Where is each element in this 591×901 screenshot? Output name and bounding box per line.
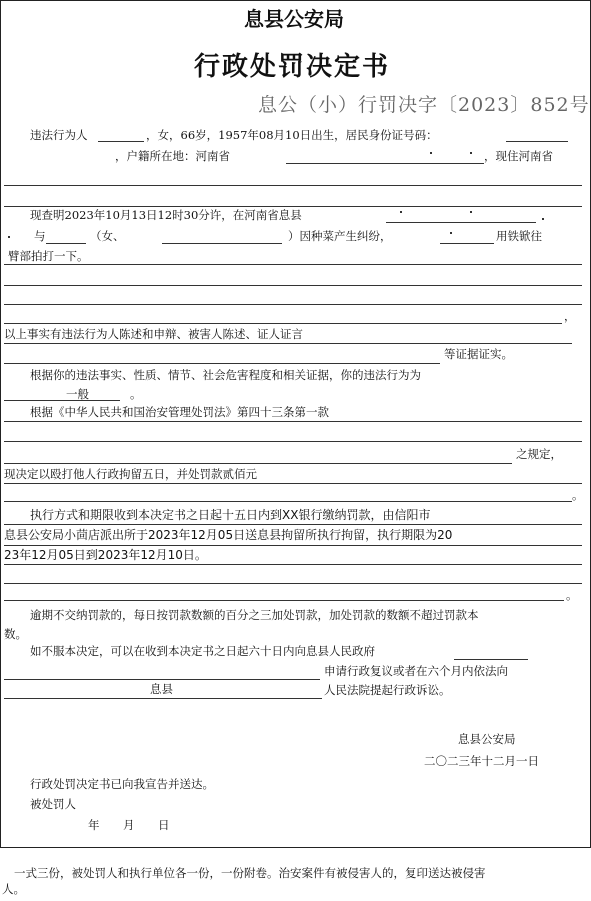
name-blank	[98, 141, 144, 142]
receipt-date-fields: 年 月 日	[88, 818, 176, 832]
id-number-blank	[506, 141, 568, 142]
location-blank	[386, 222, 536, 223]
facts-injury: 臂部拍打一下。	[8, 249, 89, 263]
evidence-tail: 等证据证实。	[444, 347, 513, 361]
household-blank	[286, 163, 484, 164]
court-county: 息县	[150, 682, 173, 696]
appeal-line-3: 人民法院提起行政诉讼。	[324, 683, 451, 697]
appeal-line-2: 申请行政复议或者在六个月内依法向	[324, 664, 508, 678]
late-penalty-line-1: 逾期不交纳罚款的，每日按罚款数额的百分之三加处罚款，加处罚款的数额不超过罚款本	[30, 608, 479, 622]
receipt-statement: 行政处罚决定书已向我宣告并送达。	[30, 777, 214, 791]
agency-heading: 息县公安局	[244, 7, 344, 31]
signing-date: 二〇二三年十二月一日	[424, 754, 539, 768]
appeal-line-1: 如不服本决定，可以在收到本决定书之日起六十日内向息县人民政府	[30, 644, 375, 658]
facts-female: （女、	[90, 229, 125, 243]
document-title: 行政处罚决定书	[194, 52, 391, 82]
decision-text: 现决定以殴打他人行政拘留五日，并处罚款贰佰元	[4, 467, 257, 481]
footnote-line-2: 人。	[2, 882, 25, 896]
facts-dispute: ）因种菜产生纠纷，	[288, 229, 392, 243]
severity-value: 一般	[66, 387, 89, 401]
facts-intro: 现查明2023年10月13日12时30分许，在河南省息县	[30, 208, 302, 222]
execution-line-2: 息县公安局小茴店派出所于2023年12月05日送息县拘留所执行拘留，执行期限为20	[4, 528, 453, 542]
facts-with: 与	[34, 229, 46, 243]
execution-line-1: 执行方式和期限收到本决定书之日起十五日内到XX银行缴纳罚款，由信阳市	[30, 508, 431, 522]
assessment-text: 根据你的违法事实、性质、情节、社会危害程度和相关证据，你的违法行为为	[30, 368, 421, 382]
residence-label: ，现住河南省	[484, 149, 553, 163]
signing-agency: 息县公安局	[458, 732, 516, 746]
document-number: 息公（小）行罚决字〔2023〕852号	[258, 94, 590, 116]
provision-tail: 之规定，	[516, 447, 562, 461]
recipient-label: 被处罚人	[30, 797, 76, 811]
household-label: ，户籍所在地：河南省	[115, 149, 230, 163]
party-label: 违法行为人	[30, 128, 88, 142]
late-penalty-line-2: 数。	[4, 627, 27, 641]
facts-tool: 用铁锨往	[496, 229, 542, 243]
evidence-text: 以上事实有违法行为人陈述和申辩、被害人陈述、证人证言	[4, 327, 303, 341]
execution-line-3: 23年12月05日到2023年12月10日。	[4, 548, 207, 562]
footnote-line-1: 一式三份，被处罚人和执行单位各一份，一份附卷。治安案件有被侵害人的，复印送达被侵害	[14, 866, 486, 880]
party-details: ，女，66岁，1957年08月10日出生，居民身份证号码：	[146, 128, 438, 142]
law-reference: 根据《中华人民共和国治安管理处罚法》第四十三条第一款	[30, 405, 329, 419]
